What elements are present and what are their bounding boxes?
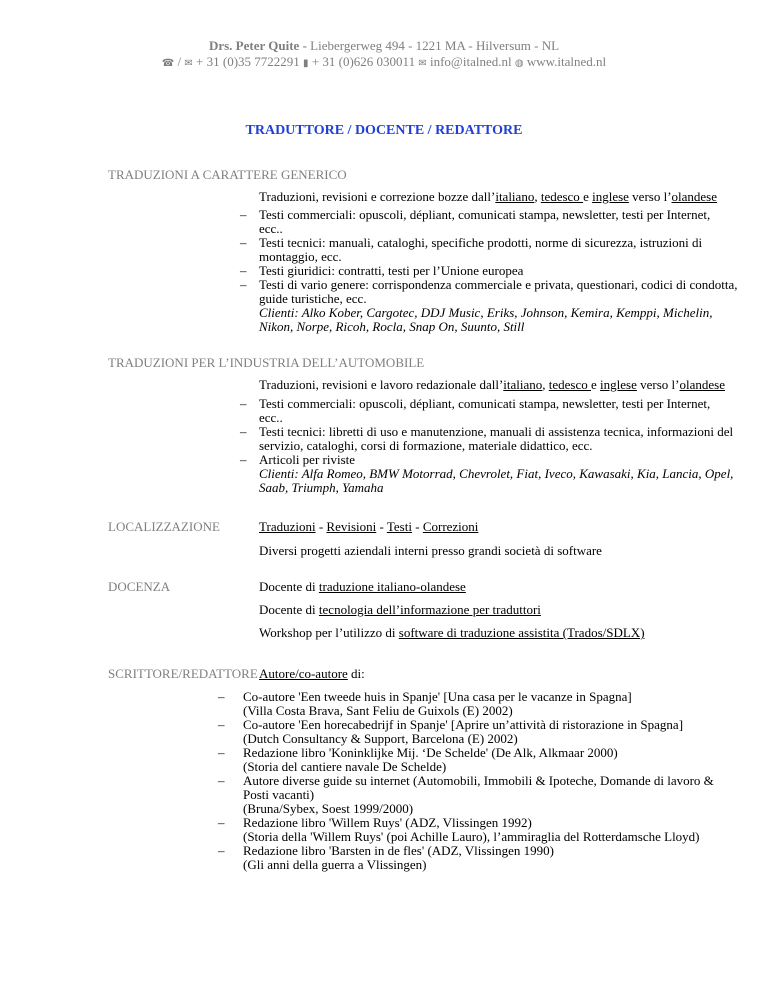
address: Liebergerweg 494 - 1221 MA - Hilversum - NL (306, 38, 560, 53)
teaching-label: Docente di (259, 579, 319, 594)
intro-text: Traduzioni, revisioni e correzione bozze dall’ (259, 189, 496, 204)
phone-number: + 31 (0)35 7722291 (192, 54, 300, 69)
intro-to: verso l’ (636, 377, 680, 392)
clients-line: Nikon, Norpe, Ricoh, Rocla, Snap On, Suunto, Still (259, 319, 525, 334)
lang-dutch: olandese (679, 377, 725, 392)
writer-intro (259, 666, 365, 682)
writer-role: Autore/co-autore (259, 666, 348, 681)
list-item: – Co-autore 'Een tweede huis in Spanje' [Una casa per le vacanze in Spagna] (218, 689, 632, 704)
teaching-line (259, 625, 645, 641)
localization-services (259, 519, 478, 535)
clients-line: Clienti: Alko Kober, Cargotec, DDJ Music, Eriks, Johnson, Kemira, Kemppi, Michelin, (259, 305, 713, 320)
bullet-text: Testi tecnici: libretti di uso e manutenzione, manuali di assistenza tecnica, informazioni del (259, 424, 734, 439)
lang-german: tedesco (540, 189, 584, 204)
intro-to: verso l’ (628, 189, 672, 204)
list-item: – Testi tecnici: manuali, cataloghi, specifiche prodotti, norme di sicurezza, istruzioni di (240, 235, 703, 250)
fax-icon: ✉ (184, 58, 193, 69)
globe-icon: ◍ (514, 58, 524, 69)
intro-and: e (591, 377, 601, 392)
phone-icon: ☎ (161, 58, 175, 69)
intro-and: e (583, 189, 593, 204)
list-item-cont: (Bruna/Sybex, Soest 1999/2000) (243, 801, 414, 816)
list-item-cont: (Gli anni della guerra a Vlissingen) (243, 857, 427, 872)
list-item: – Testi commerciali: opuscoli, dépliant, comunicati stampa, newsletter, testi per Internet, (240, 396, 711, 411)
teaching-subject: traduzione italiano-olandese (318, 579, 466, 594)
list-item-cont: ecc.. (259, 221, 283, 236)
service-translations: Traduzioni (259, 519, 316, 534)
list-item: – Co-autore 'Een horecabedrijf in Spanje' [Aprire un’attività di ristorazione in Spagna] (218, 717, 684, 732)
list-item-cont: servizio, cataloghi, corsi di formazione, materiale didattico, ecc. (259, 438, 593, 453)
list-item-cont: (Storia della 'Willem Ruys' (poi Achille Lauro), l’ammiraglia del Rotterdamsche Lloyd) (243, 829, 700, 844)
bullet-text: Testi giuridici: contratti, testi per l’Unione europea (259, 263, 524, 278)
list-item: – Autore diverse guide su internet (Automobili, Immobili & Ipoteche, Domande di lavoro & (218, 773, 714, 788)
list-item-cont: Posti vacanti) (243, 787, 315, 802)
bullet-text: Redazione libro 'Willem Ruys' (ADZ, Vlissingen 1992) (243, 815, 532, 830)
list-item-cont: ecc.. (259, 410, 283, 425)
list-item-cont: guide turistiche, ecc. (259, 291, 367, 306)
web-link[interactable]: www.italned.nl (523, 54, 607, 69)
section-heading-teaching: DOCENZA (108, 579, 171, 594)
list-item-cont: (Villa Costa Brava, Sant Feliu de Guixols (E) 2002) (243, 703, 513, 718)
list-item: – Articoli per riviste (240, 452, 356, 467)
service-corrections: Correzioni (422, 519, 479, 534)
teaching-label: Docente di (259, 602, 319, 617)
section-heading-localization: LOCALIZZAZIONE (108, 519, 220, 534)
list-item: – Redazione libro 'Barsten in de fles' (ADZ, Vlissingen 1990) (218, 843, 554, 858)
list-item-cont: montaggio, ecc. (259, 249, 342, 264)
bullet-text: Co-autore 'Een tweede huis in Spanje' [Una casa per le vacanze in Spagna] (243, 689, 632, 704)
teaching-subject: software di traduzione assistita (Trados/SDLX) (398, 625, 645, 640)
separator: - (315, 519, 327, 534)
separator: - (411, 519, 423, 534)
header-phone-line (0, 54, 768, 70)
lang-italian: italiano (503, 377, 543, 392)
email-icon: ✉ (418, 58, 427, 69)
separator: - (376, 519, 387, 534)
bullet-text: Testi commerciali: opuscoli, dépliant, comunicati stampa, newsletter, testi per Internet, (259, 207, 711, 222)
teaching-line (259, 579, 466, 595)
intro-comma: , (542, 377, 549, 392)
section-heading-automotive: TRADUZIONI PER L’INDUSTRIA DELL’AUTOMOBILE (108, 355, 425, 370)
list-item: – Redazione libro 'Willem Ruys' (ADZ, Vlissingen 1992) (218, 815, 532, 830)
lang-english: inglese (600, 377, 637, 392)
bullet-text: Redazione libro 'Barsten in de fles' (ADZ, Vlissingen 1990) (243, 843, 554, 858)
lang-dutch: olandese (671, 189, 718, 204)
header-contact-line (0, 38, 768, 54)
intro-comma: , (534, 189, 541, 204)
generic-intro (259, 189, 717, 205)
teaching-line (259, 602, 541, 618)
phone-separator: / (177, 54, 182, 69)
service-texts: Testi (386, 519, 412, 534)
lang-german: tedesco (548, 377, 592, 392)
section-heading-generic: TRADUZIONI A CARATTERE GENERICO (108, 167, 347, 182)
author-name: Drs. Peter Quite - (208, 38, 307, 53)
mobile-icon: ▮ (303, 58, 309, 69)
writer-intro-suffix: di: (347, 666, 365, 681)
email-link[interactable]: info@italned.nl (426, 54, 512, 69)
bullet-text: Autore diverse guide su internet (Automobili, Immobili & Ipoteche, Domande di lavoro & (243, 773, 714, 788)
page-title: TRADUTTORE / DOCENTE / REDATTORE (245, 123, 523, 138)
list-item: – Redazione libro 'Koninklijke Mij. ‘De Schelde' (De Alk, Alkmaar 2000) (218, 745, 618, 760)
teaching-subject: tecnologia dell’informazione per traduttori (318, 602, 541, 617)
lang-english: inglese (592, 189, 629, 204)
clients-line: Saab, Triumph, Yamaha (259, 480, 384, 495)
intro-text: Traduzioni, revisioni e lavoro redazionale dall’ (259, 377, 504, 392)
automotive-intro (259, 377, 725, 393)
list-item: – Testi tecnici: libretti di uso e manutenzione, manuali di assistenza tecnica, informazioni del (240, 424, 734, 439)
localization-desc: Diversi progetti aziendali interni presso grandi società di software (259, 543, 602, 558)
clients-line: Clienti: Alfa Romeo, BMW Motorrad, Chevrolet, Fiat, Iveco, Kawasaki, Kia, Lancia, Opel, (259, 466, 734, 481)
list-item-cont: (Dutch Consultancy & Support, Barcelona (E) 2002) (243, 731, 518, 746)
bullet-text: Articoli per riviste (259, 452, 356, 467)
bullet-text: Testi tecnici: manuali, cataloghi, specifiche prodotti, norme di sicurezza, istruzioni di (259, 235, 703, 250)
bullet-text: Co-autore 'Een horecabedrijf in Spanje' [Aprire un’attività di ristorazione in Spagna] (243, 717, 684, 732)
bullet-text: Testi commerciali: opuscoli, dépliant, comunicati stampa, newsletter, testi per Internet, (259, 396, 711, 411)
list-item: – Testi di vario genere: corrispondenza commerciale e privata, questionari, codici di condotta, (240, 277, 738, 292)
bullet-text: Redazione libro 'Koninklijke Mij. ‘De Schelde' (De Alk, Alkmaar 2000) (243, 745, 618, 760)
mobile-number: + 31 (0)626 030011 (308, 54, 416, 69)
list-item-cont: (Storia del cantiere navale De Schelde) (243, 759, 447, 774)
bullet-text: Testi di vario genere: corrispondenza commerciale e privata, questionari, codici di condotta, (259, 277, 738, 292)
service-revisions: Revisioni (326, 519, 377, 534)
list-item: – Testi commerciali: opuscoli, dépliant, comunicati stampa, newsletter, testi per Internet, (240, 207, 711, 222)
teaching-label: Workshop per l’utilizzo di (259, 625, 399, 640)
lang-italian: italiano (495, 189, 535, 204)
list-item: – Testi giuridici: contratti, testi per l’Unione europea (240, 263, 524, 278)
section-heading-writer: SCRITTORE/REDATTORE (108, 666, 258, 681)
